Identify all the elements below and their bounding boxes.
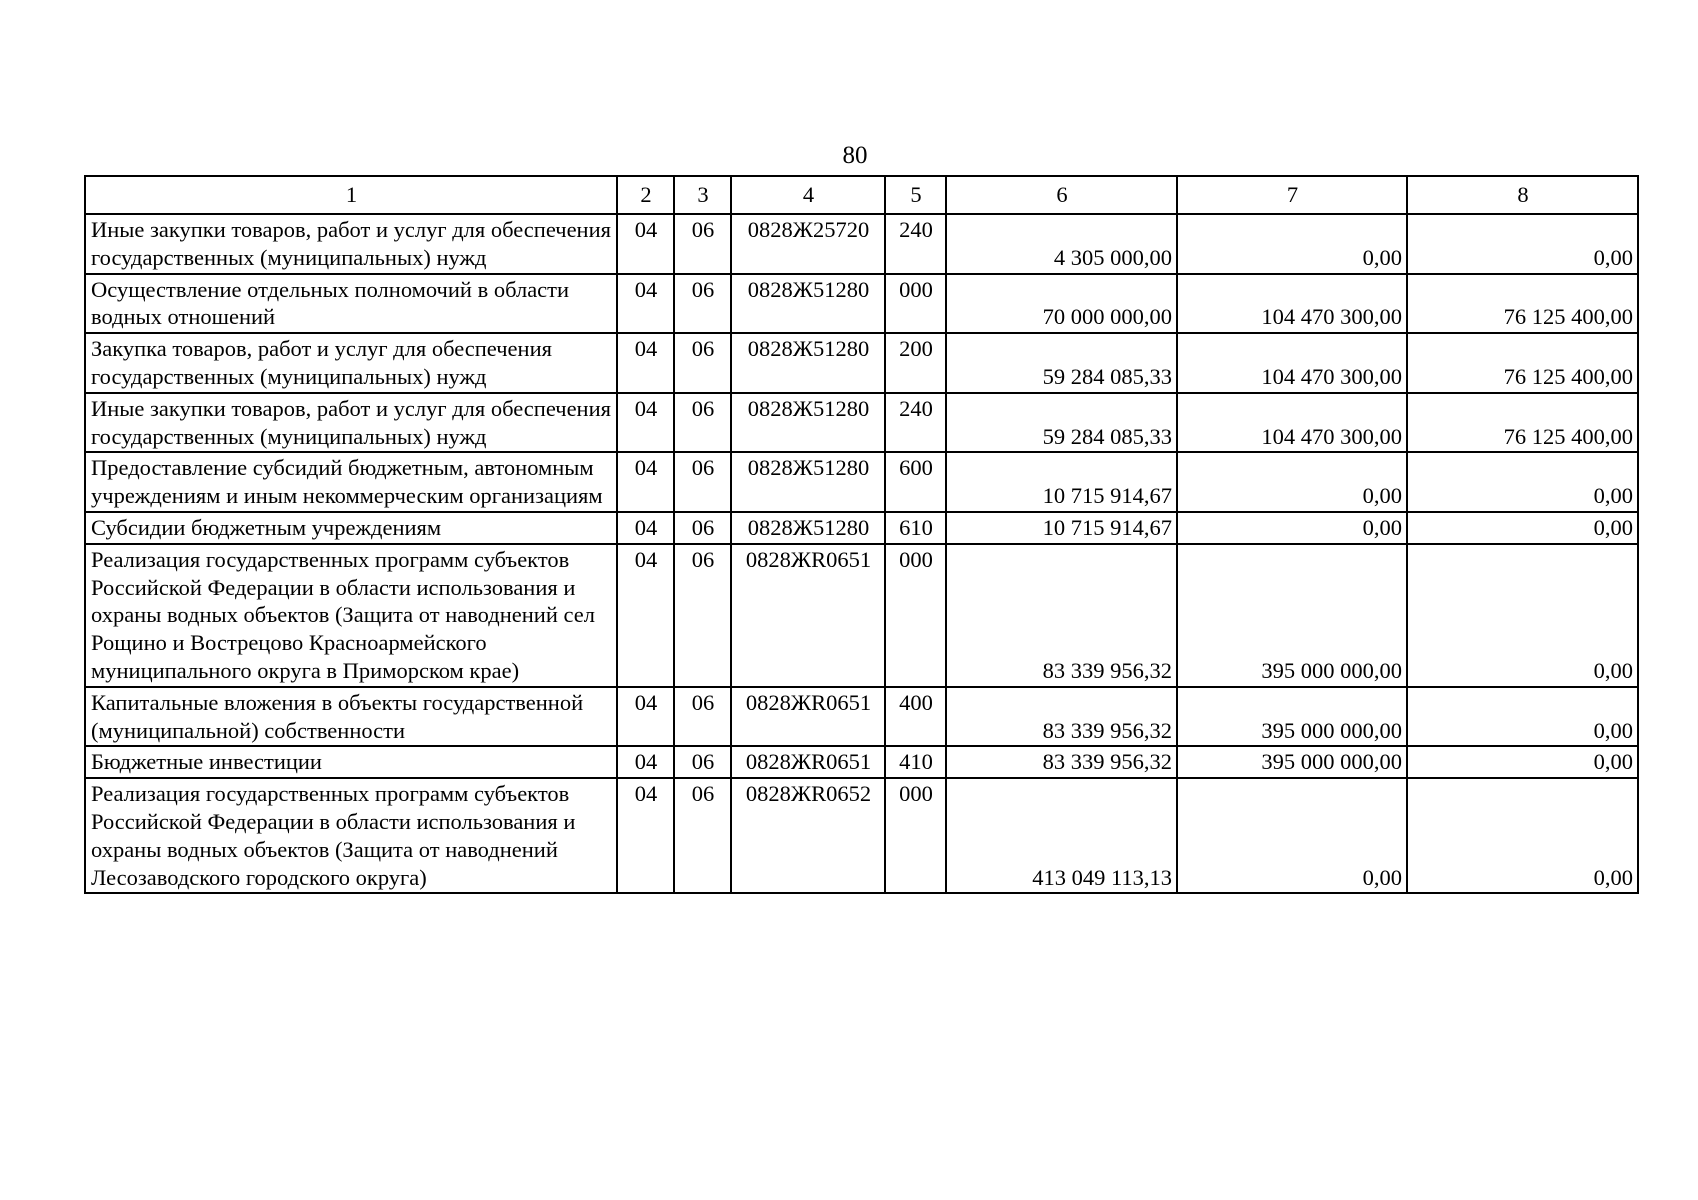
row-amount-7: 395 000 000,00 (1177, 746, 1407, 778)
row-amount-7: 395 000 000,00 (1177, 544, 1407, 687)
row-code-4: 0828Ж51280 (731, 452, 885, 512)
row-amount-8: 76 125 400,00 (1407, 333, 1638, 393)
row-amount-6: 83 339 956,32 (946, 544, 1177, 687)
row-amount-6: 59 284 085,33 (946, 393, 1177, 453)
row-amount-8: 0,00 (1407, 214, 1638, 274)
row-code-4: 0828ЖR0651 (731, 544, 885, 687)
page-number: 80 (842, 142, 868, 169)
row-code-3: 06 (674, 512, 731, 544)
header-col-2: 2 (617, 176, 674, 214)
header-col-8: 8 (1407, 176, 1638, 214)
row-code-2: 04 (617, 778, 674, 893)
header-col-6: 6 (946, 176, 1177, 214)
row-name: Реализация государственных программ субъектов Российской Федерации в области использования и охраны водных объектов (Защита от наводнений Лесозаводского городского округа) (85, 778, 617, 893)
row-amount-8: 76 125 400,00 (1407, 393, 1638, 453)
table-row (85, 512, 1638, 544)
row-code-3: 06 (674, 214, 731, 274)
row-code-2: 04 (617, 333, 674, 393)
row-name: Бюджетные инвестиции (85, 746, 617, 778)
row-amount-8: 0,00 (1407, 778, 1638, 893)
row-code-3: 06 (674, 544, 731, 687)
header-col-7: 7 (1177, 176, 1407, 214)
row-code-5: 400 (885, 687, 946, 747)
row-code-5: 000 (885, 274, 946, 334)
row-code-2: 04 (617, 274, 674, 334)
row-code-3: 06 (674, 393, 731, 453)
budget-table (84, 175, 1639, 894)
row-code-4: 0828Ж51280 (731, 274, 885, 334)
row-code-5: 600 (885, 452, 946, 512)
table-body (85, 214, 1638, 893)
header-row (85, 176, 1638, 214)
table-header (85, 176, 1638, 214)
row-code-2: 04 (617, 393, 674, 453)
row-code-4: 0828ЖR0651 (731, 687, 885, 747)
row-code-3: 06 (674, 452, 731, 512)
row-code-3: 06 (674, 274, 731, 334)
row-code-5: 240 (885, 393, 946, 453)
row-amount-7: 0,00 (1177, 512, 1407, 544)
row-amount-7: 395 000 000,00 (1177, 687, 1407, 747)
row-code-4: 0828Ж51280 (731, 512, 885, 544)
row-amount-7: 0,00 (1177, 452, 1407, 512)
row-amount-6: 83 339 956,32 (946, 746, 1177, 778)
table-row (85, 544, 1638, 687)
row-amount-6: 4 305 000,00 (946, 214, 1177, 274)
table-row (85, 746, 1638, 778)
row-code-3: 06 (674, 778, 731, 893)
row-code-3: 06 (674, 746, 731, 778)
table-row (85, 333, 1638, 393)
row-code-2: 04 (617, 544, 674, 687)
table-row (85, 393, 1638, 453)
table-row (85, 687, 1638, 747)
row-amount-6: 413 049 113,13 (946, 778, 1177, 893)
row-code-2: 04 (617, 214, 674, 274)
table-row (85, 452, 1638, 512)
row-code-4: 0828ЖR0652 (731, 778, 885, 893)
row-name: Реализация государственных программ субъектов Российской Федерации в области использования и охраны водных объектов (Защита от наводнений сел Рощино и Вострецово Красноармейского муниципального округа в Приморском крае) (85, 544, 617, 687)
row-name: Капитальные вложения в объекты государственной (муниципальной) собственности (85, 687, 617, 747)
row-amount-6: 83 339 956,32 (946, 687, 1177, 747)
row-name: Осуществление отдельных полномочий в области водных отношений (85, 274, 617, 334)
row-code-3: 06 (674, 333, 731, 393)
row-code-5: 200 (885, 333, 946, 393)
row-amount-8: 0,00 (1407, 512, 1638, 544)
row-amount-7: 104 470 300,00 (1177, 333, 1407, 393)
row-code-4: 0828Ж51280 (731, 393, 885, 453)
row-name: Иные закупки товаров, работ и услуг для обеспечения государственных (муниципальных) нужд (85, 393, 617, 453)
row-amount-8: 0,00 (1407, 687, 1638, 747)
row-code-2: 04 (617, 687, 674, 747)
row-amount-7: 104 470 300,00 (1177, 393, 1407, 453)
row-code-3: 06 (674, 687, 731, 747)
row-amount-7: 104 470 300,00 (1177, 274, 1407, 334)
row-code-5: 240 (885, 214, 946, 274)
table-row (85, 214, 1638, 274)
row-code-5: 410 (885, 746, 946, 778)
row-amount-8: 0,00 (1407, 544, 1638, 687)
row-amount-6: 10 715 914,67 (946, 452, 1177, 512)
row-amount-8: 0,00 (1407, 452, 1638, 512)
header-col-1: 1 (85, 176, 617, 214)
row-code-2: 04 (617, 746, 674, 778)
row-amount-6: 10 715 914,67 (946, 512, 1177, 544)
row-code-4: 0828Ж25720 (731, 214, 885, 274)
row-amount-6: 70 000 000,00 (946, 274, 1177, 334)
row-amount-7: 0,00 (1177, 214, 1407, 274)
row-code-5: 000 (885, 778, 946, 893)
row-name: Иные закупки товаров, работ и услуг для обеспечения государственных (муниципальных) нужд (85, 214, 617, 274)
row-name: Предоставление субсидий бюджетным, автономным учреждениям и иным некоммерческим организациям (85, 452, 617, 512)
row-amount-7: 0,00 (1177, 778, 1407, 893)
row-code-2: 04 (617, 512, 674, 544)
row-name: Закупка товаров, работ и услуг для обеспечения государственных (муниципальных) нужд (85, 333, 617, 393)
table-row (85, 778, 1638, 893)
row-name: Субсидии бюджетным учреждениям (85, 512, 617, 544)
row-code-4: 0828ЖR0651 (731, 746, 885, 778)
row-amount-6: 59 284 085,33 (946, 333, 1177, 393)
row-code-5: 610 (885, 512, 946, 544)
header-col-3: 3 (674, 176, 731, 214)
table-row (85, 274, 1638, 334)
header-col-4: 4 (731, 176, 885, 214)
row-code-5: 000 (885, 544, 946, 687)
row-amount-8: 0,00 (1407, 746, 1638, 778)
row-code-2: 04 (617, 452, 674, 512)
row-amount-8: 76 125 400,00 (1407, 274, 1638, 334)
header-col-5: 5 (885, 176, 946, 214)
row-code-4: 0828Ж51280 (731, 333, 885, 393)
